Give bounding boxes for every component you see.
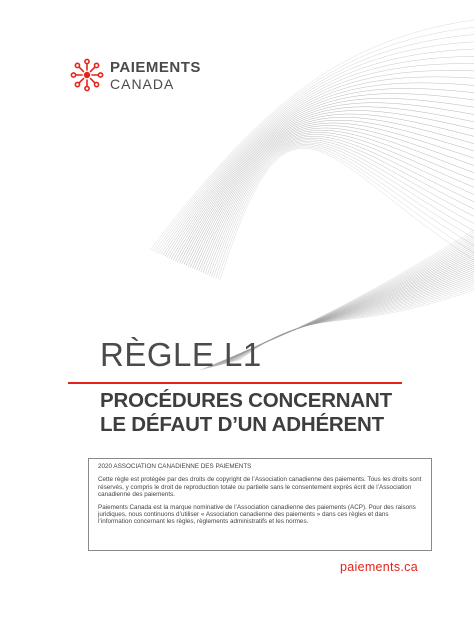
rule-subtitle	[100, 389, 392, 437]
copyright-paragraph: Cette règle est protégée par des droits de copyright de l’Association canadienne des paiements. Tous les droits sont réservés, y compris le droit de reproduction totale ou partielle sans le consentement exprès écrit de l’Association canadienne des paiements.	[98, 476, 422, 499]
copyright-heading: 2020 ASSOCIATION CANADIENNE DES PAIEMENTS	[98, 463, 252, 470]
copyright-notice-box	[88, 458, 432, 551]
logo-line-1: PAIEMENTS	[110, 58, 201, 76]
website-link[interactable]: paiements.ca	[340, 560, 418, 574]
subtitle-line-1: PROCÉDURES CONCERNANT	[100, 389, 392, 412]
logo-line-2: CANADA	[110, 75, 175, 92]
subtitle-line-2: LE DÉFAUT D’UN ADHÉRENT	[100, 413, 384, 436]
paiements-canada-logo	[70, 58, 201, 92]
trademark-paragraph: Paiements Canada est la marque nominative de l’Association canadienne des paiements (ACP). Pour des raisons juridiques, nous continuons d’utiliser « Association canadienne des paiements » dans ces règles et dans l’information concernant les règles, règlements administratifs et les normes.	[98, 503, 416, 526]
title-divider	[68, 382, 402, 384]
starburst-logo-icon	[70, 58, 104, 92]
rule-title: RÈGLE L1	[100, 336, 262, 373]
